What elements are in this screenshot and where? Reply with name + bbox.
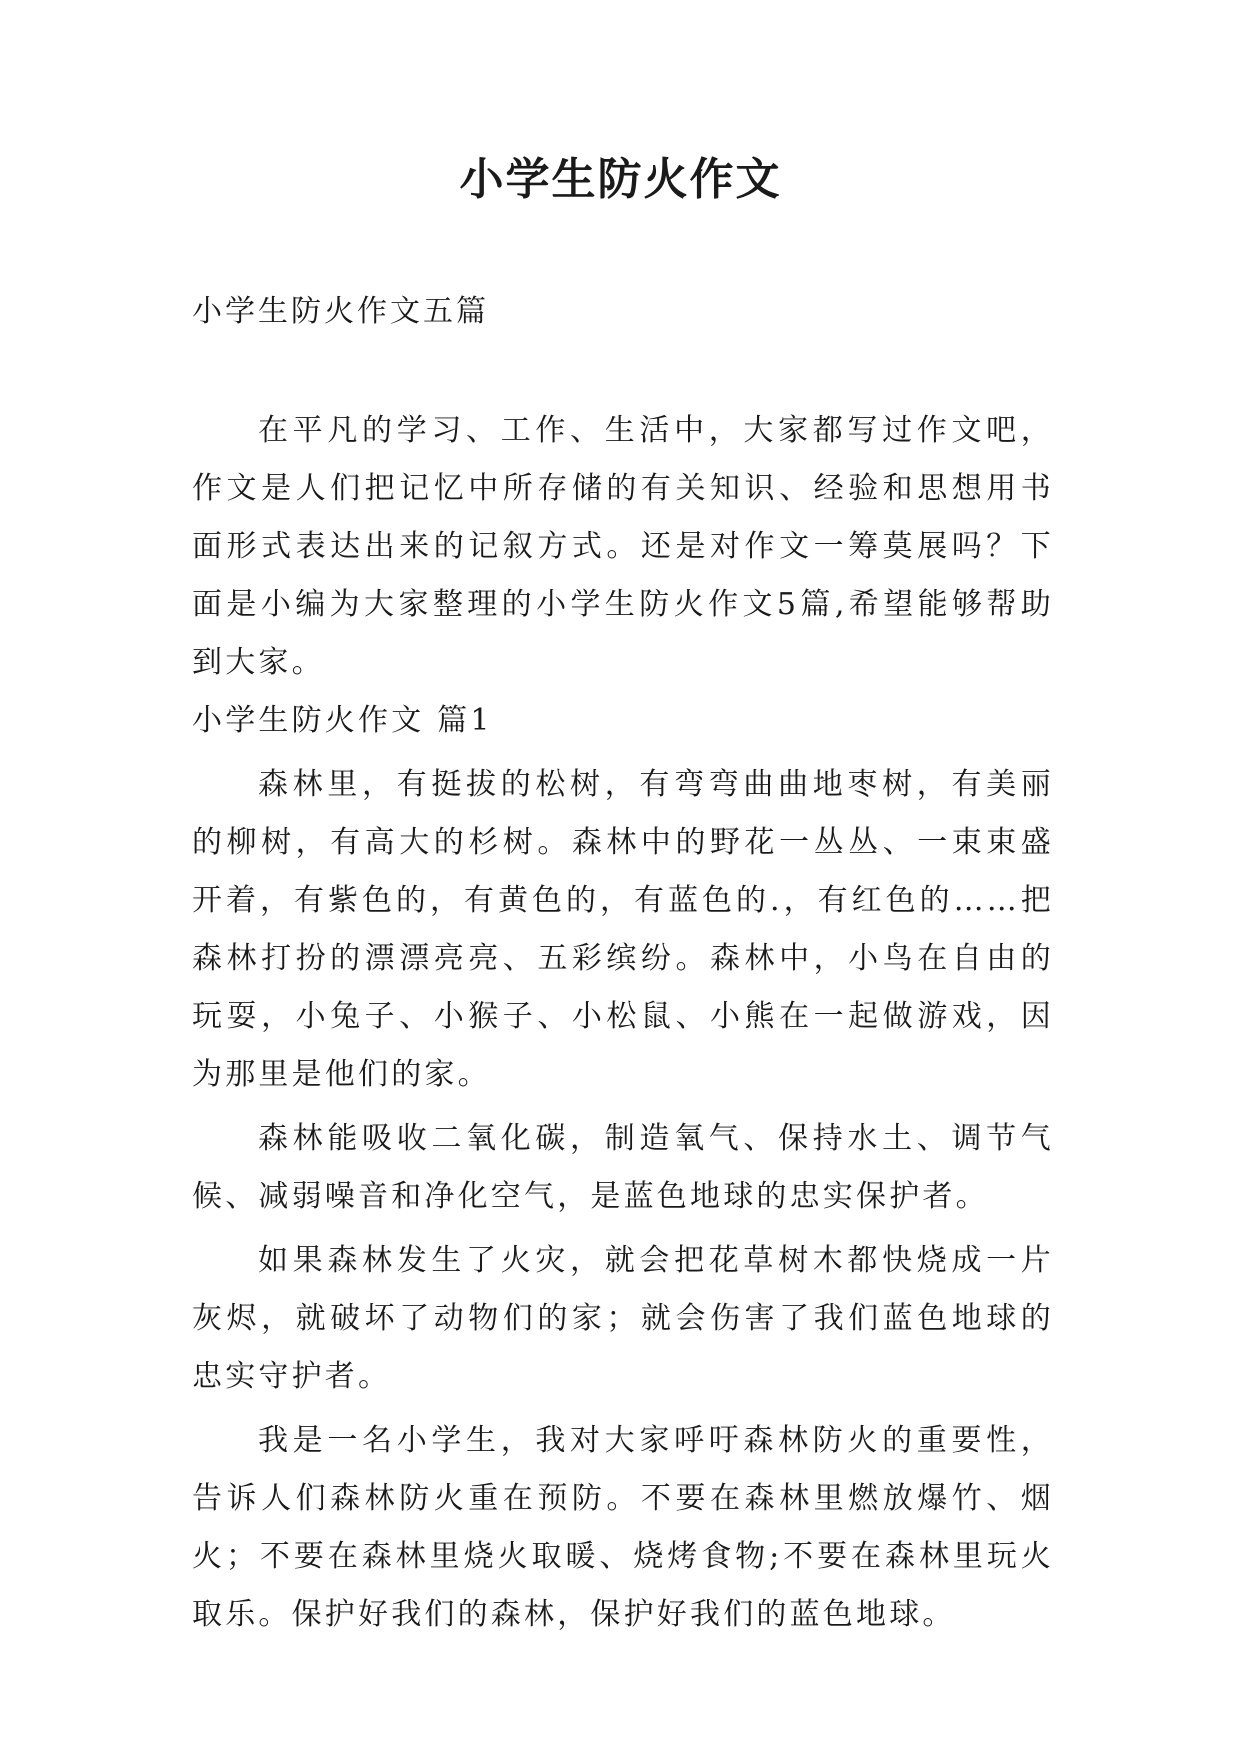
body-paragraph-2: 森林能吸收二氧化碳，制造氧气、保持水土、调节气候、减弱噪音和净化空气，是蓝色地球的忠实保护者。	[192, 1121, 1054, 1214]
section-heading: 小学生防火作文 篇1	[192, 703, 493, 738]
document-title: 小学生防火作文	[459, 154, 782, 205]
body-paragraph-4: 我是一名小学生，我对大家呼吁森林防火的重要性，告诉人们森林防火重在预防。不要在森林里燃放爆竹、烟火；不要在森林里烧火取暖、烧烤食物;不要在森林里玩火取乐。保护好我们的森林，保护好我们的蓝色地球。	[192, 1423, 1054, 1632]
intro-paragraph: 在平凡的学习、工作、生活中，大家都写过作文吧，作文是人们把记忆中所存储的有关知识、经验和思想用书面形式表达出来的记叙方式。还是对作文一筹莫展吗？下面是小编为大家整理的小学生防火作文5篇,希望能够帮助到大家。	[192, 413, 1054, 680]
document-subtitle: 小学生防火作文五篇	[192, 294, 489, 329]
body-paragraph-1: 森林里，有挺拔的松树，有弯弯曲曲地枣树，有美丽的柳树，有高大的杉树。森林中的野花一丛丛、一束束盛开着，有紫色的，有黄色的，有蓝色的.，有红色的……把森林打扮的漂漂亮亮、五彩缤纷。森林中，小鸟在自由的玩耍，小兔子、小猴子、小松鼠、小熊在一起做游戏，因为那里是他们的家。	[192, 767, 1054, 1092]
body-paragraph-3: 如果森林发生了火灾，就会把花草树木都快烧成一片灰烬，就破坏了动物们的家；就会伤害了我们蓝色地球的忠实守护者。	[192, 1243, 1054, 1394]
document-body	[192, 402, 1054, 1644]
